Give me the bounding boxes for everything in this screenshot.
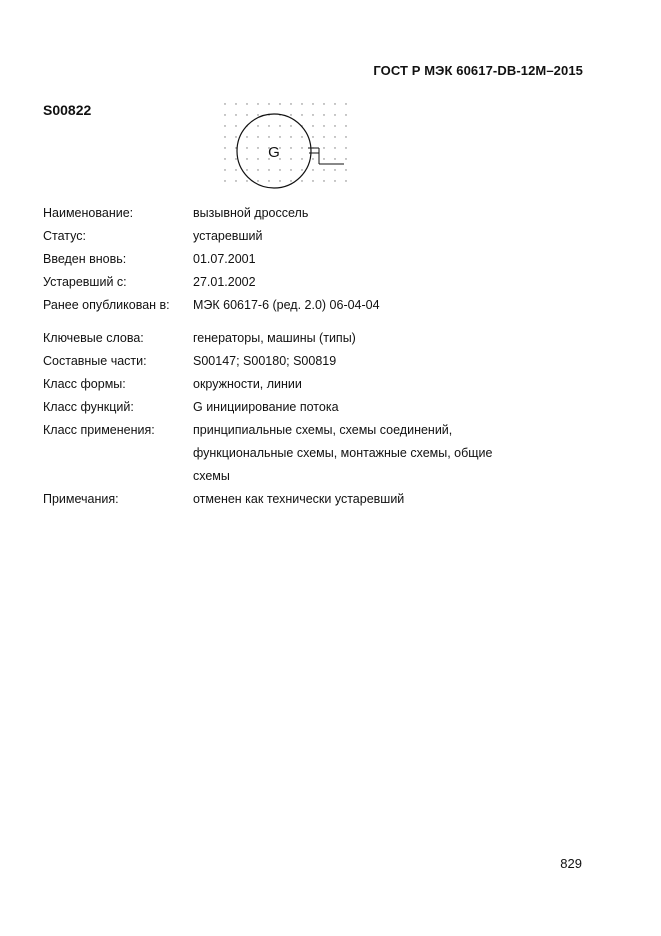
field-row-shape-class (43, 373, 563, 396)
field-value: отменен как технически устаревший (193, 492, 405, 506)
generator-letter: G (268, 144, 280, 161)
field-label: Ранее опубликован в: (43, 298, 170, 312)
document-header: ГОСТ Р МЭК 60617-DB-12M–2015 (373, 63, 583, 78)
field-row-application-class-cont (43, 465, 563, 488)
field-label: Наименование: (43, 206, 134, 220)
field-label: Устаревший с: (43, 275, 127, 289)
field-value: функциональные схемы, монтажные схемы, общие (193, 446, 493, 460)
field-value: вызывной дроссель (193, 206, 309, 220)
field-label: Ключевые слова: (43, 331, 144, 345)
field-row-introduced (43, 248, 563, 271)
field-row-components (43, 350, 563, 373)
field-label: Класс функций: (43, 400, 134, 414)
field-value: 27.01.2002 (193, 275, 256, 289)
field-row-application-class (43, 419, 563, 442)
symbol-code: S00822 (43, 102, 92, 118)
field-value: 01.07.2001 (193, 252, 256, 266)
field-value: схемы (193, 469, 230, 483)
field-row-keywords (43, 327, 563, 350)
field-value: устаревший (193, 229, 263, 243)
field-label: Класс применения: (43, 423, 155, 437)
field-label: Статус: (43, 229, 86, 243)
field-value: G инициирование потока (193, 400, 339, 414)
field-value: генераторы, машины (типы) (193, 331, 356, 345)
page-number: 829 (560, 856, 582, 871)
field-row-application-class-cont (43, 442, 563, 465)
field-label (43, 465, 193, 488)
field-row-status (43, 225, 563, 248)
field-row-name (43, 202, 563, 225)
field-label: Составные части: (43, 354, 147, 368)
field-row-function-class (43, 396, 563, 419)
symbol-attributes (43, 202, 563, 511)
field-row-notes (43, 488, 563, 511)
generator-symbol-drawing (222, 100, 352, 192)
field-label: Введен вновь: (43, 252, 127, 266)
field-label: Примечания: (43, 492, 119, 506)
field-label (43, 442, 193, 465)
field-value: МЭК 60617-6 (ред. 2.0) 06-04-04 (193, 298, 380, 312)
field-label: Класс формы: (43, 377, 126, 391)
field-value: принципиальные схемы, схемы соединений, (193, 423, 453, 437)
field-value: окружности, линии (193, 377, 302, 391)
field-row-previously-published (43, 294, 563, 317)
field-row-obsolete-since (43, 271, 563, 294)
field-value: S00147; S00180; S00819 (193, 354, 337, 368)
